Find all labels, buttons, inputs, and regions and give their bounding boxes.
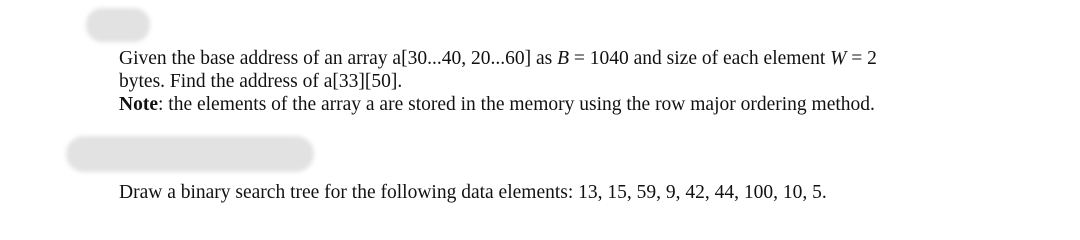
question-array-address [119,47,877,116]
redacted-question-number [66,136,314,172]
variable-w: W [830,48,847,69]
question-binary-search-tree [119,181,827,204]
note-line [119,93,877,116]
question-line: Draw a binary search tree for the following data elements: 13, 15, 59, 9, 42, 44, 100, 10, 5. [119,182,827,203]
question-text: = 2 [846,48,877,69]
question-line: bytes. Find the address of a[33][50]. [119,71,403,92]
question-text: = 1040 and size of each element [569,48,831,69]
note-label: Note [119,94,158,115]
redacted-question-number [86,8,150,42]
variable-b: B [557,48,569,69]
note-text: : the elements of the array a are stored in the memory using the row major ordering method. [157,94,875,115]
question-text: Given the base address of an array a[30...40, 20...60] as [119,48,558,69]
question-line [119,47,877,70]
